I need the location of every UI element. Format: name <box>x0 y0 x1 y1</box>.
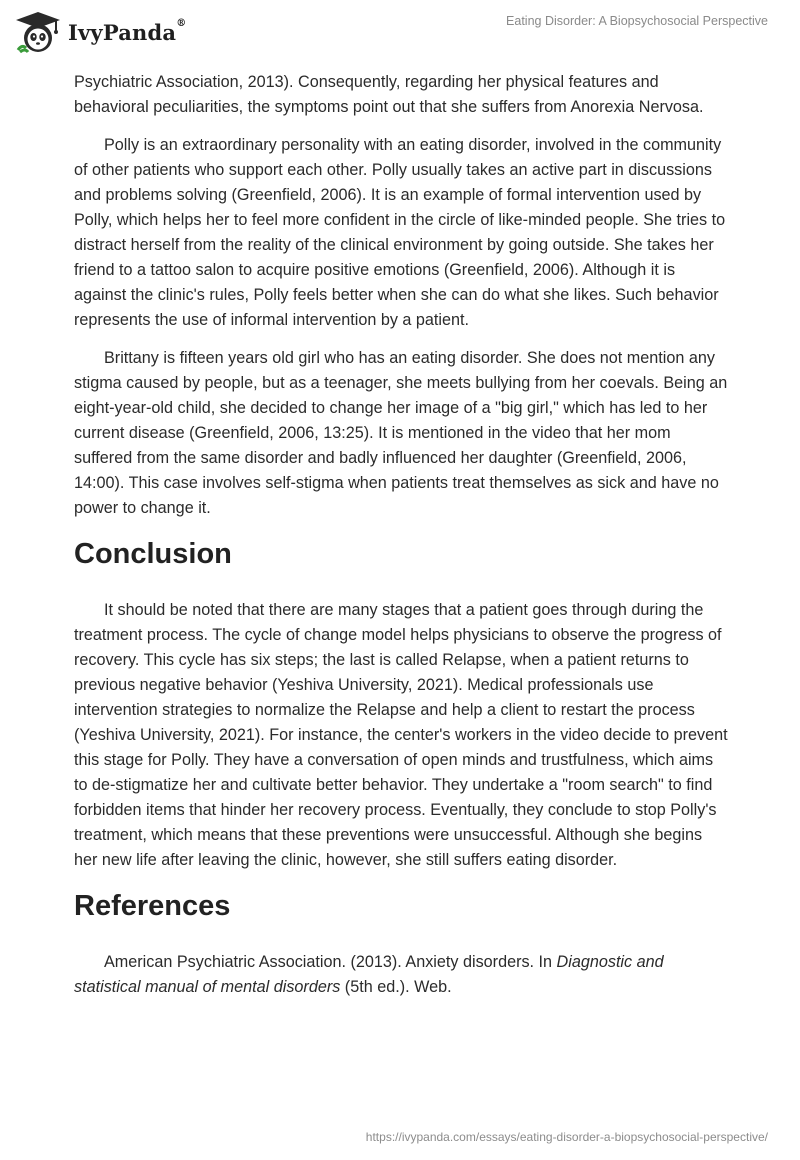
conclusion-heading: Conclusion <box>74 538 232 570</box>
ivypanda-logo[interactable] <box>14 10 186 54</box>
panda-graduate-icon <box>14 10 62 54</box>
paragraph-continued: Psychiatric Association, 2013). Consequently, regarding her physical features and behavioral peculiarities, the symptoms point out that she suffers from Anorexia Nervosa. <box>74 73 704 116</box>
essay-body <box>74 70 729 1013</box>
logo-wordmark <box>68 17 187 45</box>
reference-suffix: (5th ed.). Web. <box>340 978 452 996</box>
paragraph-brittany: Brittany is fifteen years old girl who has an eating disorder. She does not mention any stigma caused by people, but as a teenager, she meets bullying from her coevals. Being an eight-year-old child, she decided to change her image of a "big girl," which has led to her current disease (Greenfield, 2006, 13:25). It is mentioned in the video that her mom suffered from the same disorder and badly influenced her daughter (Greenfield, 2006, 14:00). This case involves self-stigma when patients treat themselves as sick and have no power to change it. <box>74 349 728 517</box>
reference-entry <box>74 950 729 1000</box>
paragraph-polly: Polly is an extraordinary personality with an eating disorder, involved in the community of other patients who support each other. Polly usually takes an active part in discussions and problems solving (Greenfield, 2006). It is an example of formal intervention used by Polly, which helps her to feel more confident in the circle of like-minded people. She tries to distract herself from the reality of the clinical environment by going outside. She takes her friend to a tattoo salon to acquire positive emotions (Greenfield, 2006). Although it is against the clinic's rules, Polly feels better when she can do what she likes. Such behavior represents the use of informal intervention by a patient. <box>74 136 726 329</box>
reference-prefix: American Psychiatric Association. (2013). Anxiety disorders. In <box>104 953 557 971</box>
reference-title: Diagnostic and statistical manual of mental disorders <box>74 953 664 996</box>
logo-text: IvyPanda <box>68 19 177 45</box>
paragraph-conclusion: It should be noted that there are many stages that a patient goes through during the treatment process. The cycle of change model helps physicians to observe the progress of recovery. This cycle has six steps; the last is called Relapse, when a patient returns to previous negative behavior (Yeshiva University, 2021). Medical professionals use intervention strategies to normalize the Relapse and help a client to restart the process (Yeshiva University, 2021). For instance, the center's workers in the video decide to prevent this stage for Polly. They have a conversation of open minds and trustfulness, which aims to de-stigmatize her and cultivate better behavior. They undertake a "room search" to find forbidden items that hinder her recovery process. Eventually, they conclude to stop Polly's treatment, which means that these preventions were unsuccessful. Although she begins her new life after leaving the clinic, however, she still suffers eating disorder. <box>74 601 728 869</box>
document-header-title: Eating Disorder: A Biopsychosocial Perspective <box>506 14 768 28</box>
registered-mark: ® <box>176 17 187 29</box>
source-url-link[interactable]: https://ivypanda.com/essays/eating-disorder-a-biopsychosocial-perspective/ <box>365 1130 768 1144</box>
references-heading: References <box>74 890 231 922</box>
